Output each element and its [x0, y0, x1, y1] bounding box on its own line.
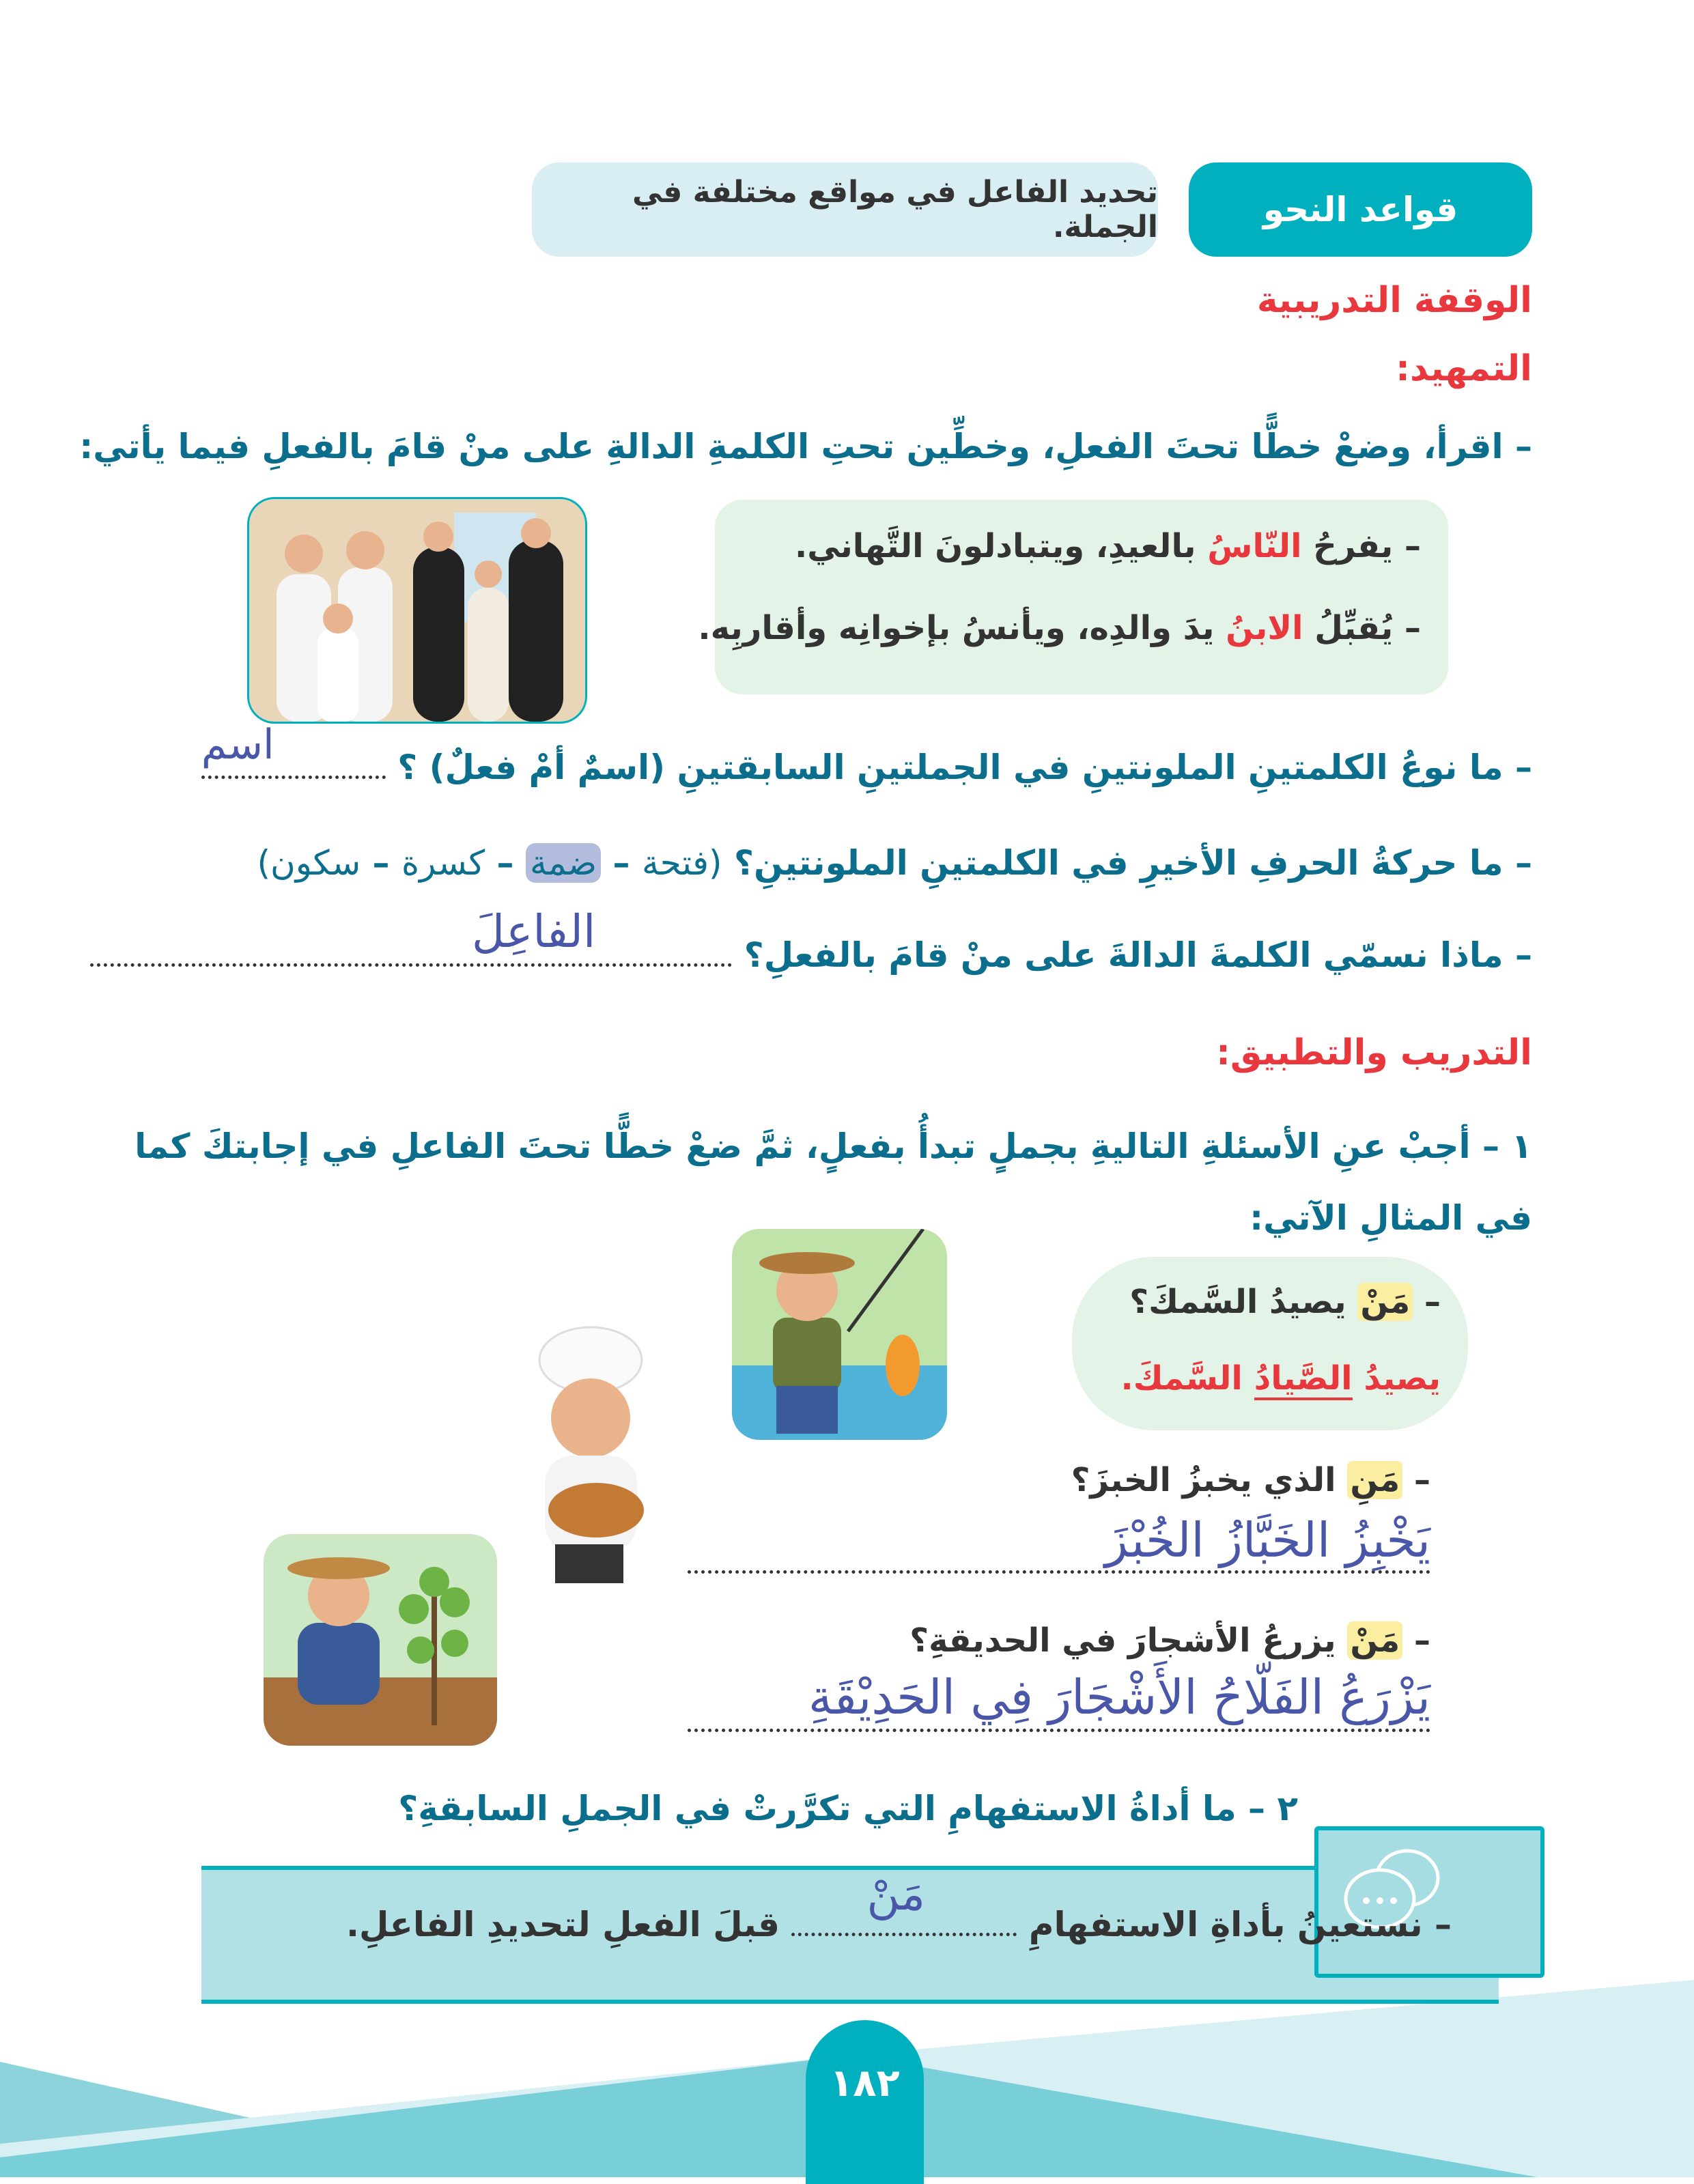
- heading-practice-stop: الوقفة التدريبية: [1256, 280, 1532, 321]
- family-eid-illustration: [247, 497, 587, 724]
- page-number: ١٨٢: [830, 2061, 900, 2105]
- selected-option: ضمة: [526, 843, 601, 883]
- question-last-letter-vowel: – ما حركةُ الحرفِ الأخيرِ في الكلمتينِ الملونتينِ؟ (فتحة – ضمة – كسرة – سكون): [257, 843, 1532, 883]
- question-subject-name: – ماذا نسمّي الكلمةَ الدالةَ على منْ قامَ بالفعلِ؟ الفاعِلَ: [90, 935, 1532, 975]
- exercise1-prompt-line2: في المثالِ الآتي:: [1250, 1198, 1532, 1238]
- example-bubble: [1072, 1257, 1468, 1430]
- question-word-type: – ما نوعُ الكلمتينِ الملونتينِ في الجملتينِ السابقتينِ (اسمٌ أمْ فعلٌ) ؟ اسم: [201, 721, 1532, 787]
- fisherman-illustration: [732, 1229, 947, 1440]
- exercise2-prompt: ٢ – ما أداةُ الاستفهامِ التي تكرَّرتْ في الجملِ السابقةِ؟: [398, 1789, 1298, 1828]
- page-number-tab: [806, 2020, 924, 2184]
- exercise1-question-2: – مَنْ يزرعُ الأشجارَ في الحديقةِ؟: [909, 1621, 1430, 1660]
- farmer-illustration: [264, 1534, 497, 1746]
- answer-handwritten: اسم: [201, 721, 274, 769]
- answer-line-1[interactable]: [688, 1570, 1430, 1574]
- answer-handwritten: يَخْبِزُ الخَبَّازُ الخُبْزَ: [1105, 1512, 1430, 1568]
- section-tab: [1189, 162, 1532, 257]
- intro-instruction: – اقرأ، وضعْ خطًّا تحتَ الفعلِ، وخطِّين تحتِ الكلمةِ الدالةِ على منْ قامَ بالفعلِ فيما يأتي:: [79, 427, 1532, 466]
- heading-training: التدريب والتطبيق:: [1216, 1032, 1532, 1073]
- baker-illustration: [528, 1326, 653, 1583]
- intro-sentence-2: – يُقبِّلُ الابنُ يدَ والدِه، ويأنسُ بإخوانِه وأقاربِه.: [698, 609, 1421, 647]
- lesson-title: تحديد الفاعل في مواقع مختلفة في الجملة.: [632, 175, 1158, 244]
- exercise1-prompt-line1: ١ – أجبْ عنِ الأسئلةِ التاليةِ بجملٍ تبدأُ بفعلٍ، ثمَّ ضعْ خطًّا تحتَ الفاعلِ في إجابتكَ كما: [135, 1126, 1532, 1166]
- answer-handwritten: يَزْرَعُ الفَلّاحُ الأَشْجَارَ فِي الحَدِيْقَةِ: [808, 1669, 1430, 1725]
- chat-bubbles-icon: [1318, 1830, 1540, 1974]
- exercise1-question-1: – مَنِ الذي يخبزُ الخبزَ؟: [1071, 1461, 1430, 1499]
- example-question: – مَنْ يصيدُ السَّمكَ؟: [1129, 1283, 1441, 1321]
- colored-word: النّاسُ: [1207, 527, 1302, 565]
- intro-sentence-1: – يفرحُ النّاسُ بالعيدِ، ويتبادلونَ التَّهاني.: [794, 527, 1421, 565]
- underlined-subject: الصَّيادُ: [1254, 1359, 1353, 1400]
- answer-handwritten: مَنْ: [866, 1868, 926, 1920]
- example-answer: يصيدُ الصَّيادُ السَّمكَ.: [1120, 1359, 1441, 1398]
- section-tab-label: قواعد النحو: [1262, 190, 1458, 229]
- colored-word: الابنُ: [1226, 609, 1303, 647]
- answer-line-2[interactable]: [688, 1729, 1430, 1732]
- exercise2-sentence: – نستعينُ بأداةِ الاستفهامِ مَنْ قبلَ الفعلِ لتحديدِ الفاعلِ.: [346, 1868, 1452, 1944]
- answer-handwritten: الفاعِلَ: [472, 905, 596, 958]
- chat-tab: [1314, 1826, 1544, 1978]
- intro-sentences-box: [698, 500, 1448, 694]
- heading-intro: التمهيد:: [1396, 348, 1532, 389]
- lesson-title-box: [532, 162, 1158, 257]
